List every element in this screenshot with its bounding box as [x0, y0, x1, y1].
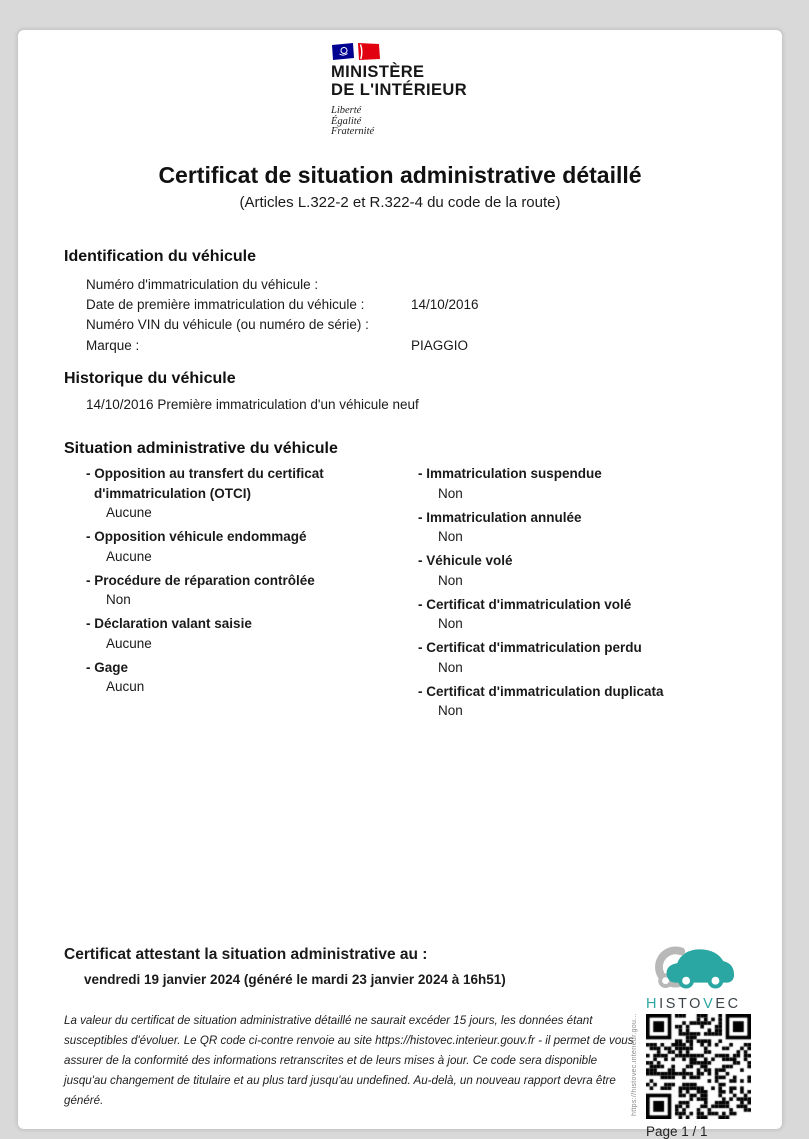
row-value: PIAGGIO — [411, 337, 469, 353]
situation-label: - Opposition au transfert du certificat d'immatriculation (OTCI) — [86, 466, 324, 501]
situation-item — [86, 658, 408, 697]
legal-disclaimer: La valeur du certificat de situation administrative détaillé ne saurait excéder 15 jours, les données étant susceptibles d'évoluer. Le QR code ci-contre renvoie au site https://histovec.interieur.gouv.fr - il permet de vous assurer de la conformité des informations retranscrites et de leurs mises à jour. Ce code sera disponible jusqu'au changement de titulaire et au plus tard jusqu'au undefined. Au-delà, un nouveau rapport devra être généré. — [64, 1014, 634, 1107]
row-label: Numéro d'immatriculation du véhicule : — [86, 276, 319, 292]
brand-letters-ec: EC — [715, 996, 741, 1012]
ministry-header — [331, 42, 521, 138]
histovec-car-logo-icon — [646, 945, 736, 989]
situation-value: Non — [438, 659, 463, 675]
situation-label: - Déclaration valant saisie — [86, 616, 252, 631]
row-label: Date de première immatriculation du véhicule : — [86, 296, 365, 312]
brand-letters-isto: ISTO — [659, 996, 704, 1012]
situation-label: - Certificat d'immatriculation perdu — [418, 640, 642, 655]
row-label: Marque : — [86, 337, 140, 353]
identification-row — [86, 274, 704, 294]
situation-item — [418, 464, 758, 503]
situation-label: - Véhicule volé — [418, 553, 513, 568]
page-indicator: Page 1 / 1 — [646, 1124, 708, 1139]
motto-fraternite: Fraternité — [331, 126, 375, 137]
situation-value: Aucun — [106, 679, 145, 694]
qr-code — [646, 1014, 751, 1119]
document-subtitle: (Articles L.322-2 et R.322-4 du code de la route) — [239, 194, 561, 211]
situation-item — [86, 571, 408, 610]
situation-value: Aucune — [106, 635, 152, 651]
situation-value: Aucune — [106, 548, 152, 564]
situation-item — [418, 638, 758, 677]
motto-liberte: Liberté — [331, 105, 362, 116]
identification-rows — [86, 274, 704, 355]
row-label: Numéro VIN du véhicule (ou numéro de série) : — [86, 317, 369, 333]
identification-row — [86, 315, 704, 335]
brand-letter-h: H — [646, 996, 660, 1012]
situation-value: Non — [438, 616, 463, 631]
republic-motto — [331, 106, 521, 138]
situation-label: - Immatriculation suspendue — [418, 466, 602, 481]
row-value: 14/10/2016 — [411, 296, 479, 312]
situation-value: Non — [106, 592, 131, 607]
section-attestation — [64, 946, 644, 987]
situation-item — [418, 508, 758, 547]
situation-value: Non — [438, 572, 463, 588]
situation-label: - Procédure de réparation contrôlée — [86, 572, 315, 588]
history-entry: 14/10/2016 Première immatriculation d'un véhicule neuf — [86, 397, 419, 412]
brand-letter-v: V — [703, 996, 716, 1012]
situation-label: - Opposition véhicule endommagé — [86, 529, 307, 544]
histovec-wordmark — [646, 996, 756, 1012]
section-identification — [64, 248, 704, 355]
situation-item — [418, 682, 758, 721]
situation-heading: Situation administrative du véhicule — [64, 440, 338, 457]
situation-label: - Gage — [86, 659, 129, 675]
situation-item — [86, 464, 408, 523]
situation-value: Non — [438, 485, 463, 501]
history-heading: Historique du véhicule — [64, 370, 236, 387]
situation-value: Non — [438, 529, 463, 544]
identification-heading: Identification du véhicule — [64, 248, 257, 265]
document-title: Certificat de situation administrative détaillé — [158, 162, 642, 188]
document-title-block — [18, 162, 782, 211]
situation-label: - Certificat d'immatriculation volé — [418, 596, 632, 612]
situation-item — [418, 551, 758, 590]
identification-row — [86, 294, 704, 314]
situation-label: - Immatriculation annulée — [418, 509, 582, 525]
identification-row — [86, 335, 704, 355]
situation-label: - Certificat d'immatriculation duplicata — [418, 683, 664, 699]
situation-value: Non — [438, 703, 463, 718]
ministry-name-line2: DE L'INTÉRIEUR — [331, 81, 468, 99]
french-flag-marianne-icon — [331, 42, 381, 60]
attestation-date: vendredi 19 janvier 2024 (généré le mardi 23 janvier 2024 à 16h51) — [84, 972, 506, 987]
attestation-heading: Certificat attestant la situation administrative au : — [64, 946, 428, 963]
situation-item — [86, 614, 408, 653]
situation-item — [418, 595, 758, 634]
situation-left-column — [86, 464, 408, 701]
histovec-block — [646, 945, 756, 1139]
situation-right-column — [418, 464, 758, 725]
section-history — [64, 370, 704, 412]
motto-egalite: Égalité — [331, 115, 362, 127]
qr-vertical-url: https://histovec.interieur.gou... — [631, 1013, 638, 1116]
document-page — [17, 29, 783, 1139]
situation-item — [86, 527, 408, 566]
ministry-name-line1: MINISTÈRE — [331, 63, 425, 81]
situation-value: Aucune — [106, 505, 152, 520]
